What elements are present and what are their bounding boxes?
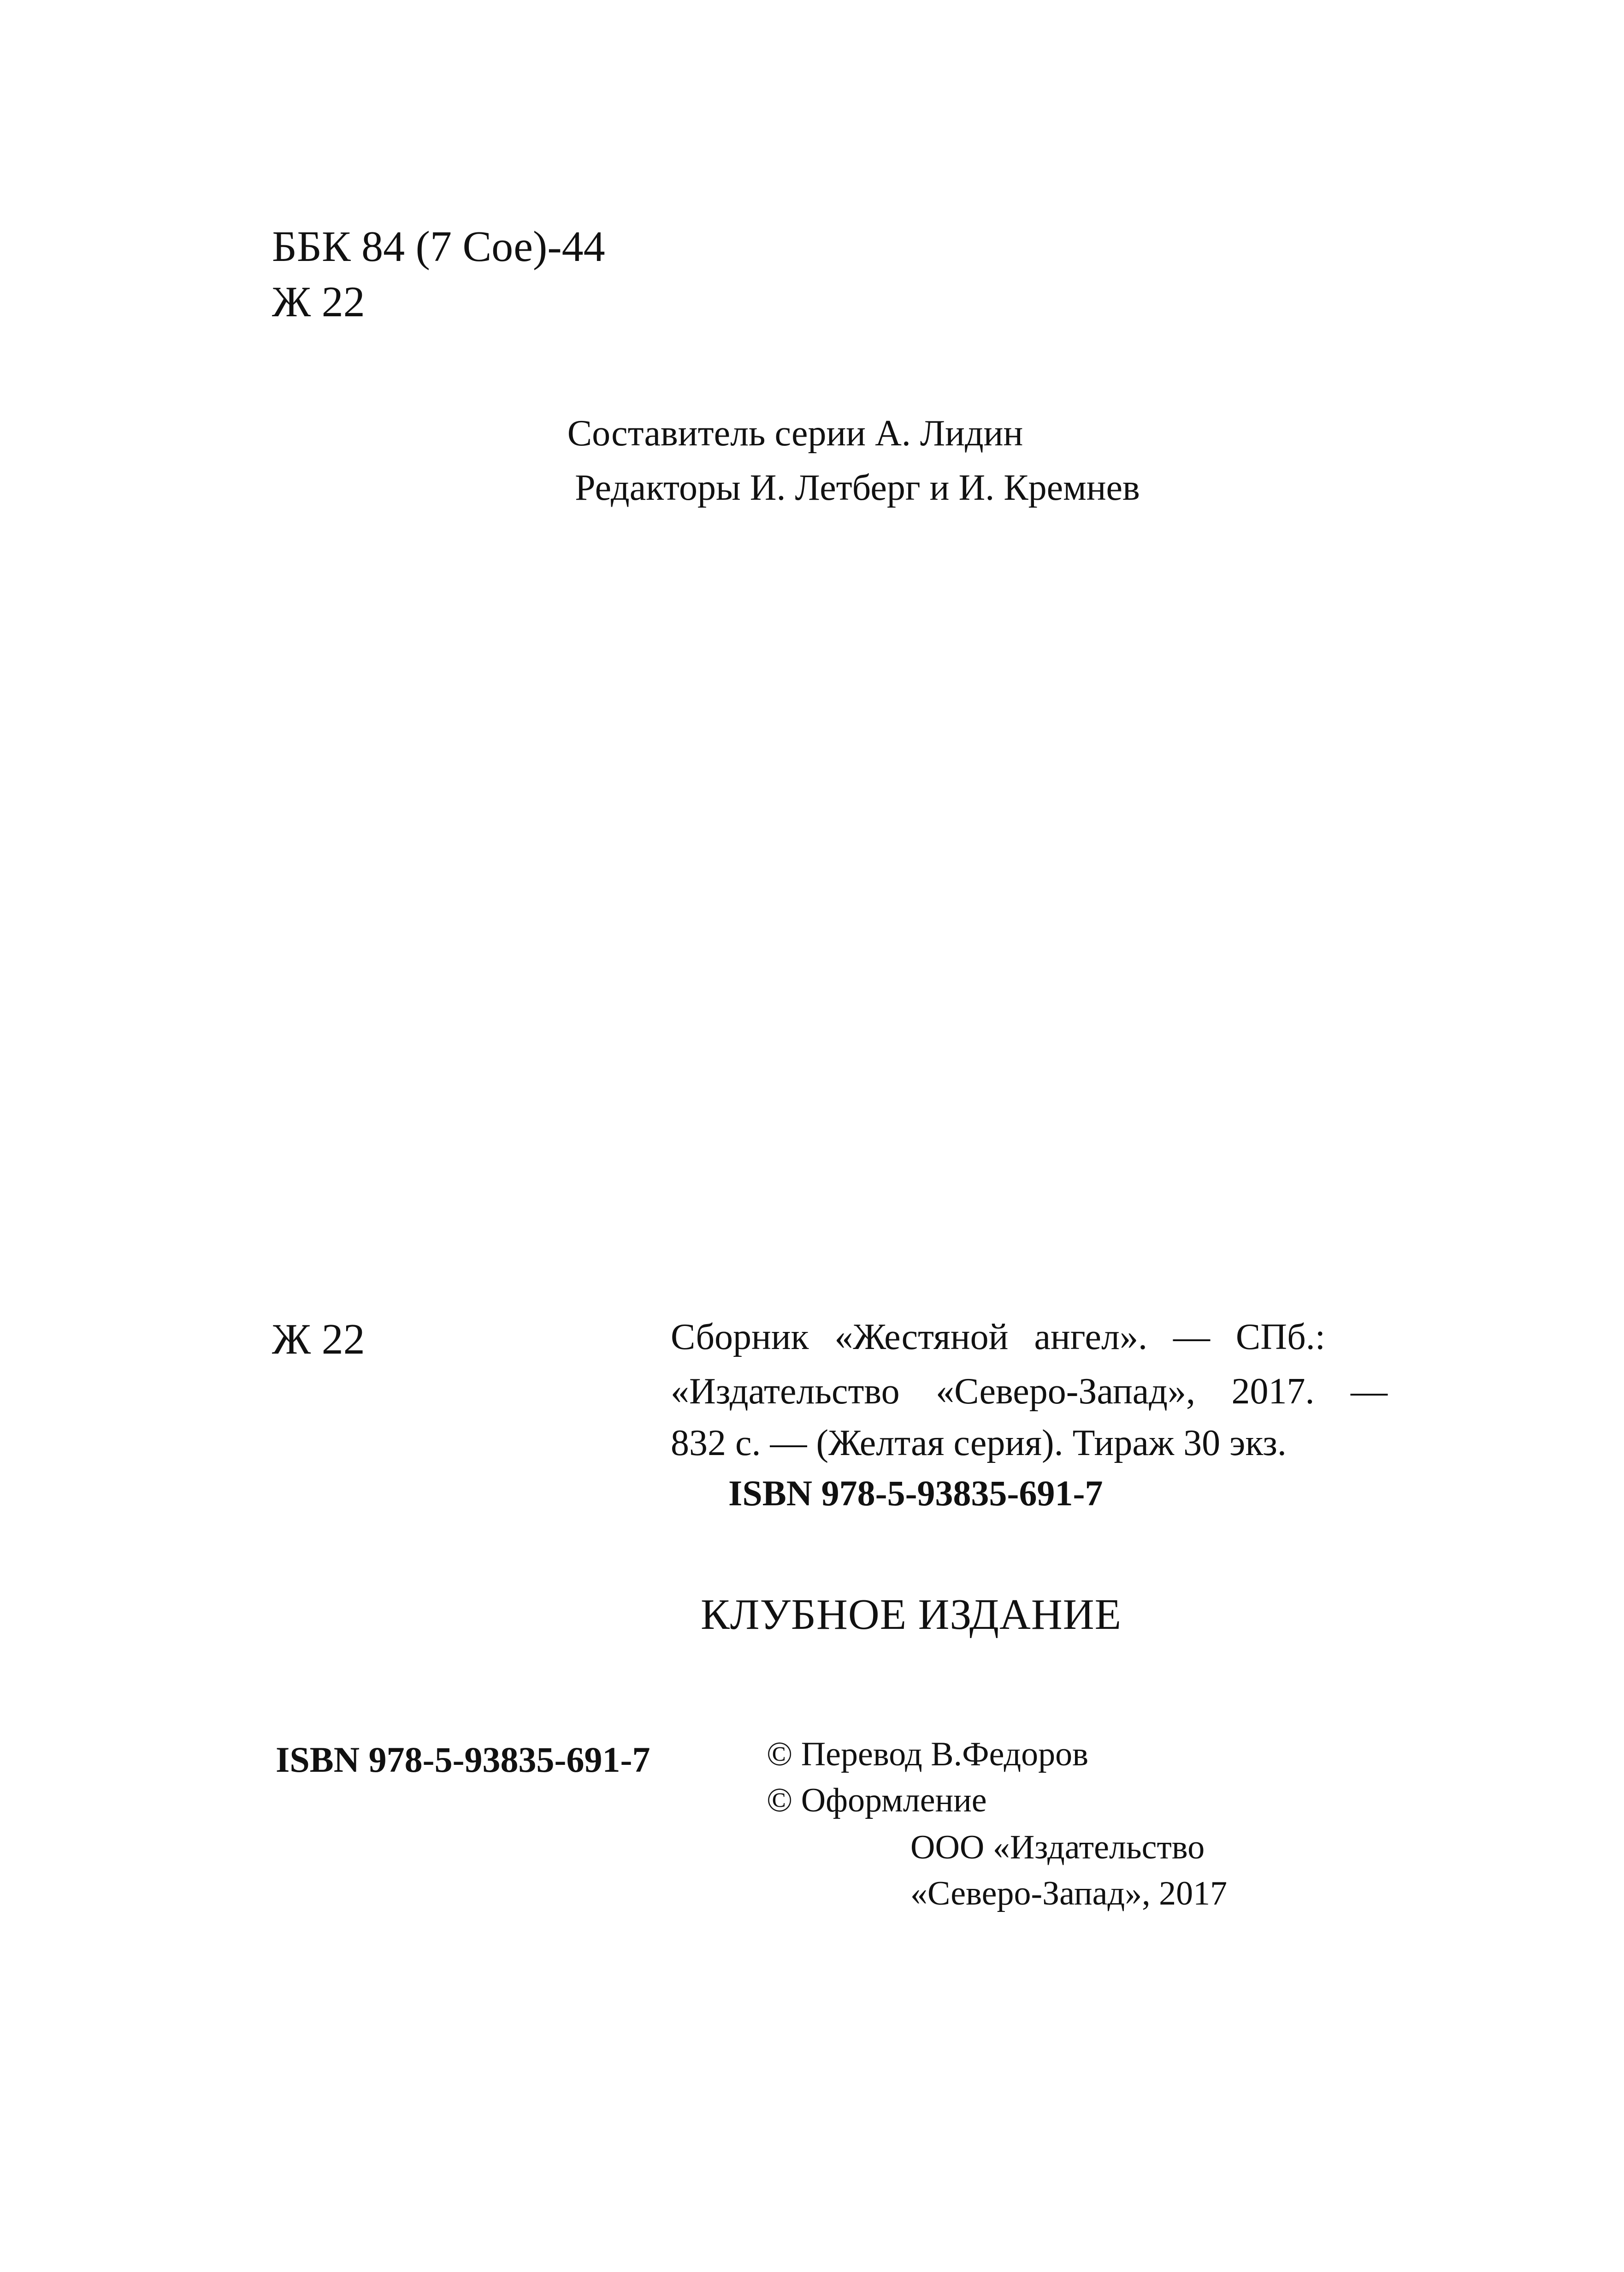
record-author-mark: Ж 22 bbox=[272, 1315, 365, 1363]
footer-isbn: ISBN 978-5-93835-691-7 bbox=[276, 1740, 650, 1780]
series-compiler: Составитель серии А. Лидин bbox=[567, 413, 1023, 454]
biblio-line-1: Сборник «Жестяной ангел». — СПб.: bbox=[671, 1317, 1325, 1357]
author-mark: Ж 22 bbox=[272, 278, 365, 326]
editors: Редакторы И. Летберг и И. Кремнев bbox=[575, 467, 1140, 508]
copyright-translation: © Перевод В.Федоров bbox=[767, 1735, 1089, 1773]
record-isbn: ISBN 978-5-93835-691-7 bbox=[728, 1473, 1103, 1513]
biblio-line-3: 832 с. — (Желтая серия). Тираж 30 экз. bbox=[671, 1423, 1287, 1463]
copyright-publisher-line-2: «Северо-Запад», 2017 bbox=[910, 1875, 1228, 1912]
copyright-design: © Оформление bbox=[767, 1781, 987, 1819]
copyright-publisher-line-1: ООО «Издательство bbox=[910, 1828, 1205, 1866]
bbk-code: ББК 84 (7 Сое)-44 bbox=[272, 223, 605, 271]
edition-label: КЛУБНОЕ ИЗДАНИЕ bbox=[701, 1591, 1122, 1639]
biblio-line-2: «Издательство «Северо-Запад», 2017. — bbox=[671, 1371, 1388, 1412]
